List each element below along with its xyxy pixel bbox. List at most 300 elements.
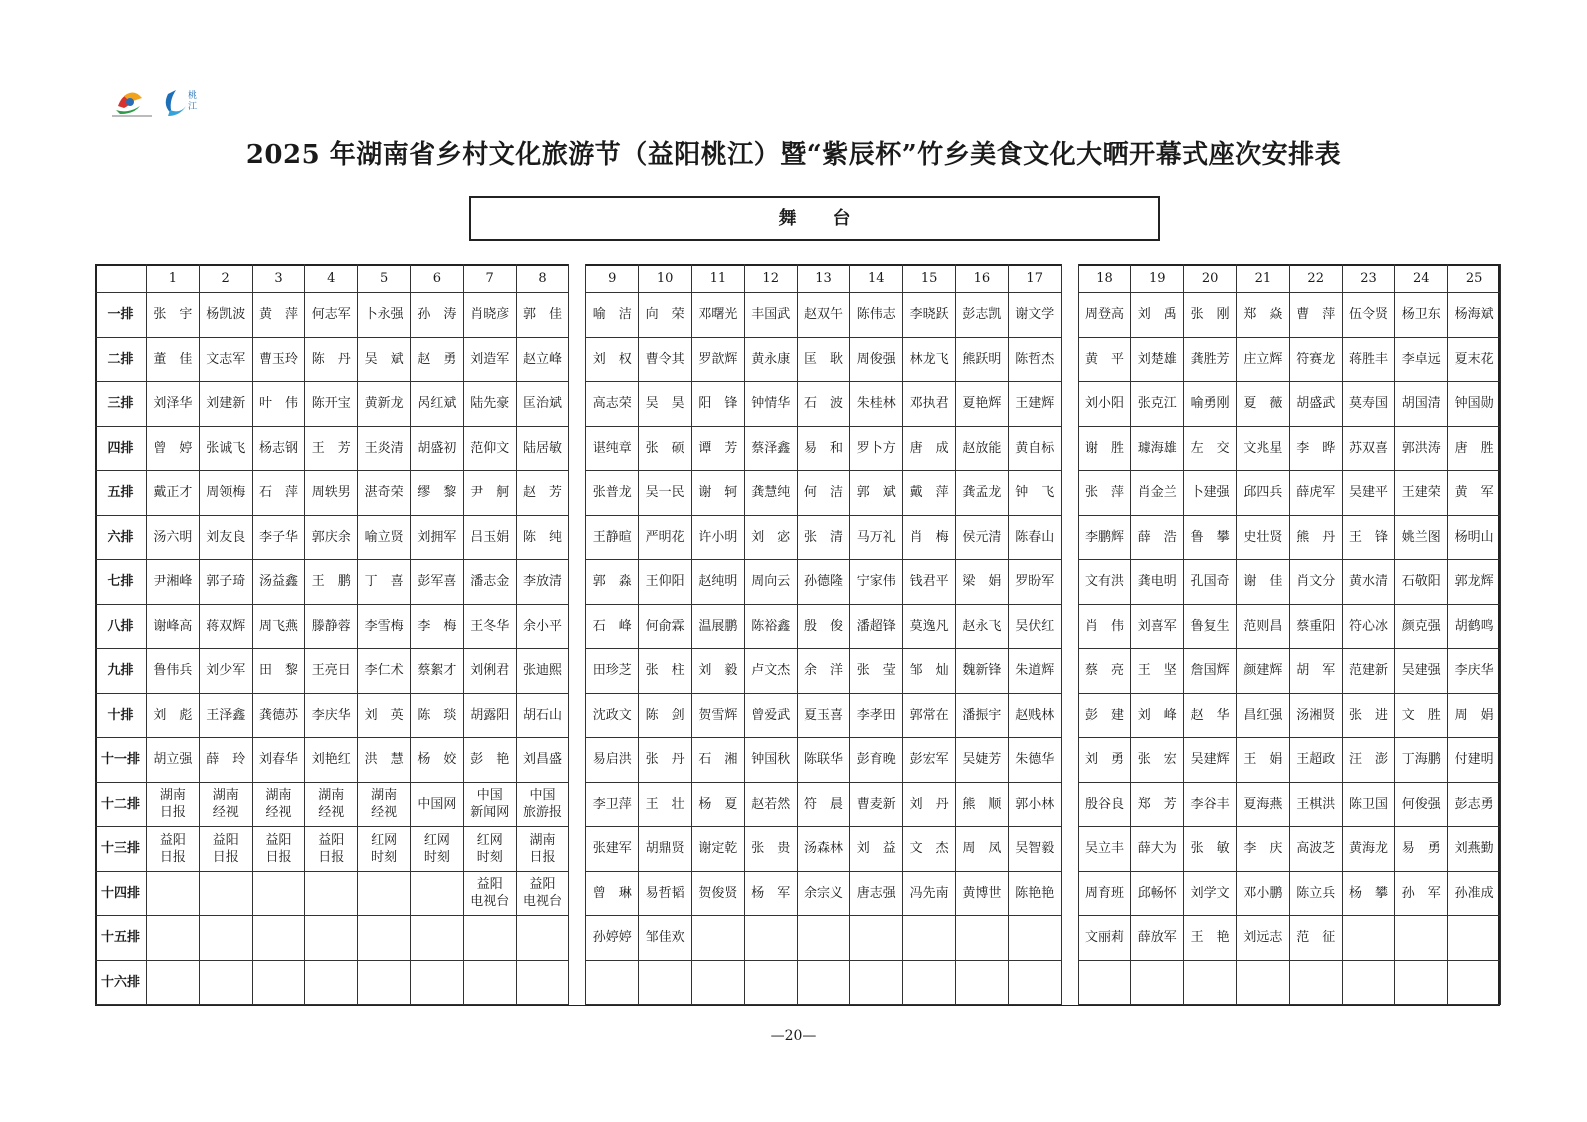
seat-cell: 缪 黎: [411, 471, 464, 516]
seat-cell: 文 杰: [903, 827, 956, 872]
seat-cell: 陈哲杰: [1009, 338, 1062, 383]
seat-cell: 彭宏军: [903, 738, 956, 783]
row-label: 十一排: [95, 738, 147, 783]
column-number: 18: [1079, 264, 1132, 293]
seat-cell: 陈裕鑫: [745, 605, 798, 650]
seat-cell: [903, 961, 956, 1006]
seat-cell: 刘泽华: [147, 382, 200, 427]
seat-cell: [1395, 916, 1448, 961]
seat-cell: 张 贵: [745, 827, 798, 872]
seat-cell: 赵 芳: [517, 471, 570, 516]
seat-cell: 高志荣: [586, 382, 639, 427]
seat-cell: 益阳 电视台: [464, 872, 517, 917]
seat-cell: 昌红强: [1237, 694, 1290, 739]
seat-cell: 张迪熙: [517, 649, 570, 694]
seat-cell: 陈卫国: [1343, 783, 1396, 828]
seat-cell: 刘远志: [1237, 916, 1290, 961]
seat-cell: [956, 916, 1009, 961]
seat-cell: [464, 961, 517, 1006]
seat-cell: [411, 872, 464, 917]
aisle: [1062, 264, 1079, 1005]
seat-cell: [253, 872, 306, 917]
seat-cell: [200, 961, 253, 1006]
seat-cell: 郭子琦: [200, 560, 253, 605]
seat-cell: 王 壮: [639, 783, 692, 828]
seat-cell: 王棋洪: [1290, 783, 1343, 828]
seat-cell: 文志军: [200, 338, 253, 383]
seat-cell: 黄新龙: [358, 382, 411, 427]
seat-cell: 益阳 日报: [200, 827, 253, 872]
seat-cell: 喻 洁: [586, 293, 639, 338]
seat-cell: 高波芝: [1290, 827, 1343, 872]
seat-cell: 刘艳红: [305, 738, 358, 783]
seat-cell: [1343, 961, 1396, 1006]
column-number: 19: [1131, 264, 1184, 293]
seat-cell: 熊 顺: [956, 783, 1009, 828]
seat-cell: 赵双午: [798, 293, 851, 338]
seat-cell: 叶 伟: [253, 382, 306, 427]
seat-cell: 赵 勇: [411, 338, 464, 383]
seat-cell: 文有洪: [1079, 560, 1132, 605]
row-label: 四排: [95, 427, 147, 472]
seat-cell: 吴建平: [1343, 471, 1396, 516]
seat-cell: 肖晓彦: [464, 293, 517, 338]
seat-cell: 刘 丹: [903, 783, 956, 828]
seat-cell: 钟国秋: [745, 738, 798, 783]
seat-cell: [1343, 916, 1396, 961]
seat-cell: 刘 毅: [692, 649, 745, 694]
seat-cell: 严明花: [639, 516, 692, 561]
seat-cell: 薛虎军: [1290, 471, 1343, 516]
row-label: 六排: [95, 516, 147, 561]
seat-cell: 马万礼: [850, 516, 903, 561]
seat-cell: 吴 昊: [639, 382, 692, 427]
seat-cell: 王冬华: [464, 605, 517, 650]
seat-cell: 曹麦新: [850, 783, 903, 828]
seat-cell: 陈伟志: [850, 293, 903, 338]
seat-cell: 滕静蓉: [305, 605, 358, 650]
seat-cell: 张 丹: [639, 738, 692, 783]
seat-cell: 郑 芳: [1131, 783, 1184, 828]
seat-cell: 孙准成: [1448, 872, 1501, 917]
seat-cell: 谢定乾: [692, 827, 745, 872]
seat-cell: 李庆华: [305, 694, 358, 739]
stage-box: 舞 台: [469, 196, 1160, 241]
seat-cell: 刘喜军: [1131, 605, 1184, 650]
seat-cell: 文 胜: [1395, 694, 1448, 739]
seat-cell: 李鹏辉: [1079, 516, 1132, 561]
seat-cell: 胡露阳: [464, 694, 517, 739]
seat-cell: 侯元清: [956, 516, 1009, 561]
row-label: 九排: [95, 649, 147, 694]
seat-cell: 胡国清: [1395, 382, 1448, 427]
seat-cell: 薛 玲: [200, 738, 253, 783]
seat-cell: 余 洋: [798, 649, 851, 694]
seat-cell: 湖南 经视: [305, 783, 358, 828]
seat-cell: 胡石山: [517, 694, 570, 739]
seat-cell: 匡治斌: [517, 382, 570, 427]
seat-cell: [200, 916, 253, 961]
seat-cell: 范仰文: [464, 427, 517, 472]
seat-cell: 李放清: [517, 560, 570, 605]
seat-cell: 肖 伟: [1079, 605, 1132, 650]
seat-cell: 孔国奇: [1184, 560, 1237, 605]
seat-cell: 易 和: [798, 427, 851, 472]
seat-cell: 黄 平: [1079, 338, 1132, 383]
seat-cell: 王泽鑫: [200, 694, 253, 739]
seat-cell: 何俊强: [1395, 783, 1448, 828]
column-number: 15: [903, 264, 956, 293]
seat-cell: 孙婷婷: [586, 916, 639, 961]
seat-cell: 莫寿国: [1343, 382, 1396, 427]
seat-cell: 余小平: [517, 605, 570, 650]
seat-cell: 汤益鑫: [253, 560, 306, 605]
seat-cell: 益阳 日报: [253, 827, 306, 872]
seat-cell: 颜克强: [1395, 605, 1448, 650]
seat-cell: 刘 英: [358, 694, 411, 739]
seat-cell: 王仰阳: [639, 560, 692, 605]
seat-cell: 易哲韬: [639, 872, 692, 917]
seat-cell: 汤六明: [147, 516, 200, 561]
seat-cell: 刘 勇: [1079, 738, 1132, 783]
seat-cell: [1448, 916, 1501, 961]
seat-cell: 周轶男: [305, 471, 358, 516]
seat-cell: 陆先豪: [464, 382, 517, 427]
seat-cell: 吴 斌: [358, 338, 411, 383]
seat-cell: 郭 淼: [586, 560, 639, 605]
column-number: 4: [305, 264, 358, 293]
row-label: 十四排: [95, 872, 147, 917]
seat-cell: 刘燕勤: [1448, 827, 1501, 872]
seat-cell: [692, 961, 745, 1006]
seat-cell: 曾 婷: [147, 427, 200, 472]
seat-cell: 符 晨: [798, 783, 851, 828]
seat-cell: 刘 宓: [745, 516, 798, 561]
seat-cell: [464, 916, 517, 961]
seat-cell: 李庆华: [1448, 649, 1501, 694]
seat-cell: 罗卜方: [850, 427, 903, 472]
seat-cell: [305, 961, 358, 1006]
seat-cell: [253, 961, 306, 1006]
seat-cell: [411, 916, 464, 961]
row-label: 五排: [95, 471, 147, 516]
seat-cell: 赵若然: [745, 783, 798, 828]
seat-cell: 吴建辉: [1184, 738, 1237, 783]
seat-cell: 周飞燕: [253, 605, 306, 650]
seat-cell: 陈春山: [1009, 516, 1062, 561]
column-number: 9: [586, 264, 639, 293]
seat-cell: 璩海雄: [1131, 427, 1184, 472]
seat-cell: [745, 961, 798, 1006]
seat-cell: 李孝田: [850, 694, 903, 739]
seat-cell: 刘小阳: [1079, 382, 1132, 427]
seat-cell: 张 柱: [639, 649, 692, 694]
seat-cell: 赵立峰: [517, 338, 570, 383]
seat-cell: 戴 萍: [903, 471, 956, 516]
seat-cell: 刘 峰: [1131, 694, 1184, 739]
seat-cell: 邹 灿: [903, 649, 956, 694]
seat-cell: 邱四兵: [1237, 471, 1290, 516]
seat-cell: 朱桂林: [850, 382, 903, 427]
seat-cell: 向 荣: [639, 293, 692, 338]
seat-cell: 益阳 日报: [147, 827, 200, 872]
seat-cell: 刘 权: [586, 338, 639, 383]
corner-cell: [95, 264, 147, 293]
seat-cell: 郭常在: [903, 694, 956, 739]
seat-cell: 杨 军: [745, 872, 798, 917]
seat-cell: 董 佳: [147, 338, 200, 383]
seat-cell: 殷谷良: [1079, 783, 1132, 828]
seat-cell: 卢文杰: [745, 649, 798, 694]
seat-cell: 黄自标: [1009, 427, 1062, 472]
seat-cell: 张克江: [1131, 382, 1184, 427]
seat-cell: 蔡絮才: [411, 649, 464, 694]
seat-cell: 丰国武: [745, 293, 798, 338]
seat-cell: 田珍芝: [586, 649, 639, 694]
seat-cell: 红网 时刻: [411, 827, 464, 872]
seat-cell: [1184, 961, 1237, 1006]
seat-cell: 郭龙辉: [1448, 560, 1501, 605]
seat-cell: 温展鹏: [692, 605, 745, 650]
seat-cell: 张 敏: [1184, 827, 1237, 872]
column-number: 16: [956, 264, 1009, 293]
seat-cell: 潘振宇: [956, 694, 1009, 739]
seat-cell: 杨明山: [1448, 516, 1501, 561]
seat-cell: 詹国辉: [1184, 649, 1237, 694]
seat-cell: [517, 916, 570, 961]
seat-cell: 庄立辉: [1237, 338, 1290, 383]
row-label: 十排: [95, 694, 147, 739]
seat-cell: 张 宏: [1131, 738, 1184, 783]
seat-cell: 杨 姣: [411, 738, 464, 783]
row-label: 二排: [95, 338, 147, 383]
aisle: [569, 264, 586, 1005]
seat-cell: [147, 916, 200, 961]
seat-cell: 罗歆辉: [692, 338, 745, 383]
column-number: 21: [1237, 264, 1290, 293]
seat-cell: 陈立兵: [1290, 872, 1343, 917]
seat-cell: 湛奇荣: [358, 471, 411, 516]
seat-cell: [147, 872, 200, 917]
column-number: 14: [850, 264, 903, 293]
seat-cell: 沈政文: [586, 694, 639, 739]
seat-cell: 李晓跃: [903, 293, 956, 338]
seat-cell: 薛 浩: [1131, 516, 1184, 561]
seat-cell: 阳 锋: [692, 382, 745, 427]
seat-cell: 蔡泽鑫: [745, 427, 798, 472]
seat-cell: 范 征: [1290, 916, 1343, 961]
seat-cell: 戴正才: [147, 471, 200, 516]
seat-cell: 湖南 经视: [200, 783, 253, 828]
seat-cell: 胡鹤鸣: [1448, 605, 1501, 650]
seat-cell: 罗盼军: [1009, 560, 1062, 605]
seat-cell: [358, 916, 411, 961]
seat-cell: [956, 961, 1009, 1006]
seat-cell: 刘楚雄: [1131, 338, 1184, 383]
seat-cell: 中国 旅游报: [517, 783, 570, 828]
seat-cell: 王 艳: [1184, 916, 1237, 961]
seat-cell: 石 湘: [692, 738, 745, 783]
seat-cell: 鲁伟兵: [147, 649, 200, 694]
seat-cell: 郑 焱: [1237, 293, 1290, 338]
column-number: 13: [798, 264, 851, 293]
seat-cell: 湖南 日报: [517, 827, 570, 872]
seat-cell: 匡 耿: [798, 338, 851, 383]
seat-cell: 谢文学: [1009, 293, 1062, 338]
seat-cell: 曾爱武: [745, 694, 798, 739]
seat-cell: 蔡 亮: [1079, 649, 1132, 694]
seat-cell: 龚胜芳: [1184, 338, 1237, 383]
seat-cell: 熊跃明: [956, 338, 1009, 383]
row-label: 十六排: [95, 961, 147, 1006]
column-number: 8: [517, 264, 570, 293]
seat-cell: 左 交: [1184, 427, 1237, 472]
seat-cell: 刘 彪: [147, 694, 200, 739]
seat-cell: [358, 872, 411, 917]
seat-cell: 张 莹: [850, 649, 903, 694]
seat-cell: 洪 慧: [358, 738, 411, 783]
seat-cell: [253, 916, 306, 961]
seat-cell: 谌纯章: [586, 427, 639, 472]
seat-cell: 张 进: [1343, 694, 1396, 739]
seat-cell: 杨 攀: [1343, 872, 1396, 917]
seat-cell: 王 芳: [305, 427, 358, 472]
seat-cell: 湖南 经视: [253, 783, 306, 828]
seat-cell: 周育班: [1079, 872, 1132, 917]
seat-cell: 莫逸凡: [903, 605, 956, 650]
seat-cell: [903, 916, 956, 961]
seat-cell: [1009, 916, 1062, 961]
seat-cell: [147, 961, 200, 1006]
event-logo: [110, 84, 204, 120]
seat-cell: 黄 萍: [253, 293, 306, 338]
seat-cell: 彭军喜: [411, 560, 464, 605]
seat-cell: 史壮贤: [1237, 516, 1290, 561]
seat-cell: 彭 建: [1079, 694, 1132, 739]
seat-cell: 卜永强: [358, 293, 411, 338]
column-number: 11: [692, 264, 745, 293]
row-label: 十五排: [95, 916, 147, 961]
seat-cell: 贺俊贤: [692, 872, 745, 917]
column-number: 20: [1184, 264, 1237, 293]
seat-cell: 王炎清: [358, 427, 411, 472]
seat-cell: 丁 喜: [358, 560, 411, 605]
seat-cell: 周向云: [745, 560, 798, 605]
seat-cell: 刘友良: [200, 516, 253, 561]
column-number: 1: [147, 264, 200, 293]
seat-cell: 周 娟: [1448, 694, 1501, 739]
logo-graphic: [110, 84, 204, 120]
seat-cell: 邓小鹏: [1237, 872, 1290, 917]
seat-cell: 符赛龙: [1290, 338, 1343, 383]
seat-cell: 谢 佳: [1237, 560, 1290, 605]
seat-cell: 张 硕: [639, 427, 692, 472]
seat-cell: 龚德苏: [253, 694, 306, 739]
seat-cell: 王 鹏: [305, 560, 358, 605]
seat-cell: [305, 916, 358, 961]
seat-cell: 石 峰: [586, 605, 639, 650]
svg-text:桃: 桃: [188, 91, 198, 101]
seat-cell: 张 刚: [1184, 293, 1237, 338]
seat-cell: 孙德隆: [798, 560, 851, 605]
seat-cell: 中国 新闻网: [464, 783, 517, 828]
column-number: 22: [1290, 264, 1343, 293]
seat-cell: 何俞霖: [639, 605, 692, 650]
seat-cell: 蔡重阳: [1290, 605, 1343, 650]
seat-cell: 鲁 攀: [1184, 516, 1237, 561]
seat-cell: 王建辉: [1009, 382, 1062, 427]
seat-cell: 石敬阳: [1395, 560, 1448, 605]
seat-cell: 文丽莉: [1079, 916, 1132, 961]
seat-cell: 赵永飞: [956, 605, 1009, 650]
seat-cell: 王 锋: [1343, 516, 1396, 561]
seat-cell: 陆居敏: [517, 427, 570, 472]
seat-cell: 唐 成: [903, 427, 956, 472]
seat-cell: 湖南 日报: [147, 783, 200, 828]
seat-cell: 龚慧纯: [745, 471, 798, 516]
seat-cell: 曹令其: [639, 338, 692, 383]
seat-cell: 易 勇: [1395, 827, 1448, 872]
seat-cell: [1237, 961, 1290, 1006]
seat-cell: 陈艳艳: [1009, 872, 1062, 917]
seat-cell: 呙红斌: [411, 382, 464, 427]
seat-cell: 苏双喜: [1343, 427, 1396, 472]
seat-cell: 李子华: [253, 516, 306, 561]
seat-cell: 付建明: [1448, 738, 1501, 783]
seat-cell: 张普龙: [586, 471, 639, 516]
seat-cell: 谭 芳: [692, 427, 745, 472]
seat-cell: [692, 916, 745, 961]
seat-cell: 潘志金: [464, 560, 517, 605]
seat-cell: 胡盛初: [411, 427, 464, 472]
seat-cell: 李卫萍: [586, 783, 639, 828]
seat-cell: 赵放能: [956, 427, 1009, 472]
seat-cell: 薛大为: [1131, 827, 1184, 872]
seat-cell: 肖 梅: [903, 516, 956, 561]
seat-cell: 刘俐君: [464, 649, 517, 694]
seat-cell: 黄海龙: [1343, 827, 1396, 872]
seat-cell: [639, 961, 692, 1006]
seat-cell: [200, 872, 253, 917]
seat-cell: 熊 丹: [1290, 516, 1343, 561]
seat-cell: 贺雪辉: [692, 694, 745, 739]
seat-cell: 李仁术: [358, 649, 411, 694]
seat-cell: 邹佳欢: [639, 916, 692, 961]
seat-cell: 彭志勇: [1448, 783, 1501, 828]
seat-cell: 吴一民: [639, 471, 692, 516]
column-number: 12: [745, 264, 798, 293]
seat-cell: 红网 时刻: [464, 827, 517, 872]
seat-cell: 吴立丰: [1079, 827, 1132, 872]
seat-cell: 何 洁: [798, 471, 851, 516]
seat-cell: 余宗义: [798, 872, 851, 917]
seat-cell: 黄 军: [1448, 471, 1501, 516]
seat-cell: 杨海斌: [1448, 293, 1501, 338]
seat-cell: 易启洪: [586, 738, 639, 783]
seat-cell: 胡立强: [147, 738, 200, 783]
page-number: —20—: [770, 1028, 817, 1044]
seat-cell: 夏艳辉: [956, 382, 1009, 427]
seat-cell: 唐 胜: [1448, 427, 1501, 472]
seat-cell: 胡 军: [1290, 649, 1343, 694]
column-number: 3: [253, 264, 306, 293]
seat-cell: 吴婕芳: [956, 738, 1009, 783]
seat-cell: 益阳 日报: [305, 827, 358, 872]
seat-cell: 刘 禹: [1131, 293, 1184, 338]
page-title: 2025 年湖南省乡村文化旅游节（益阳桃江）暨“紫辰杯”竹乡美食文化大晒开幕式座次安排表: [245, 140, 1342, 170]
seat-cell: 曹玉玲: [253, 338, 306, 383]
seat-cell: 郭 佳: [517, 293, 570, 338]
